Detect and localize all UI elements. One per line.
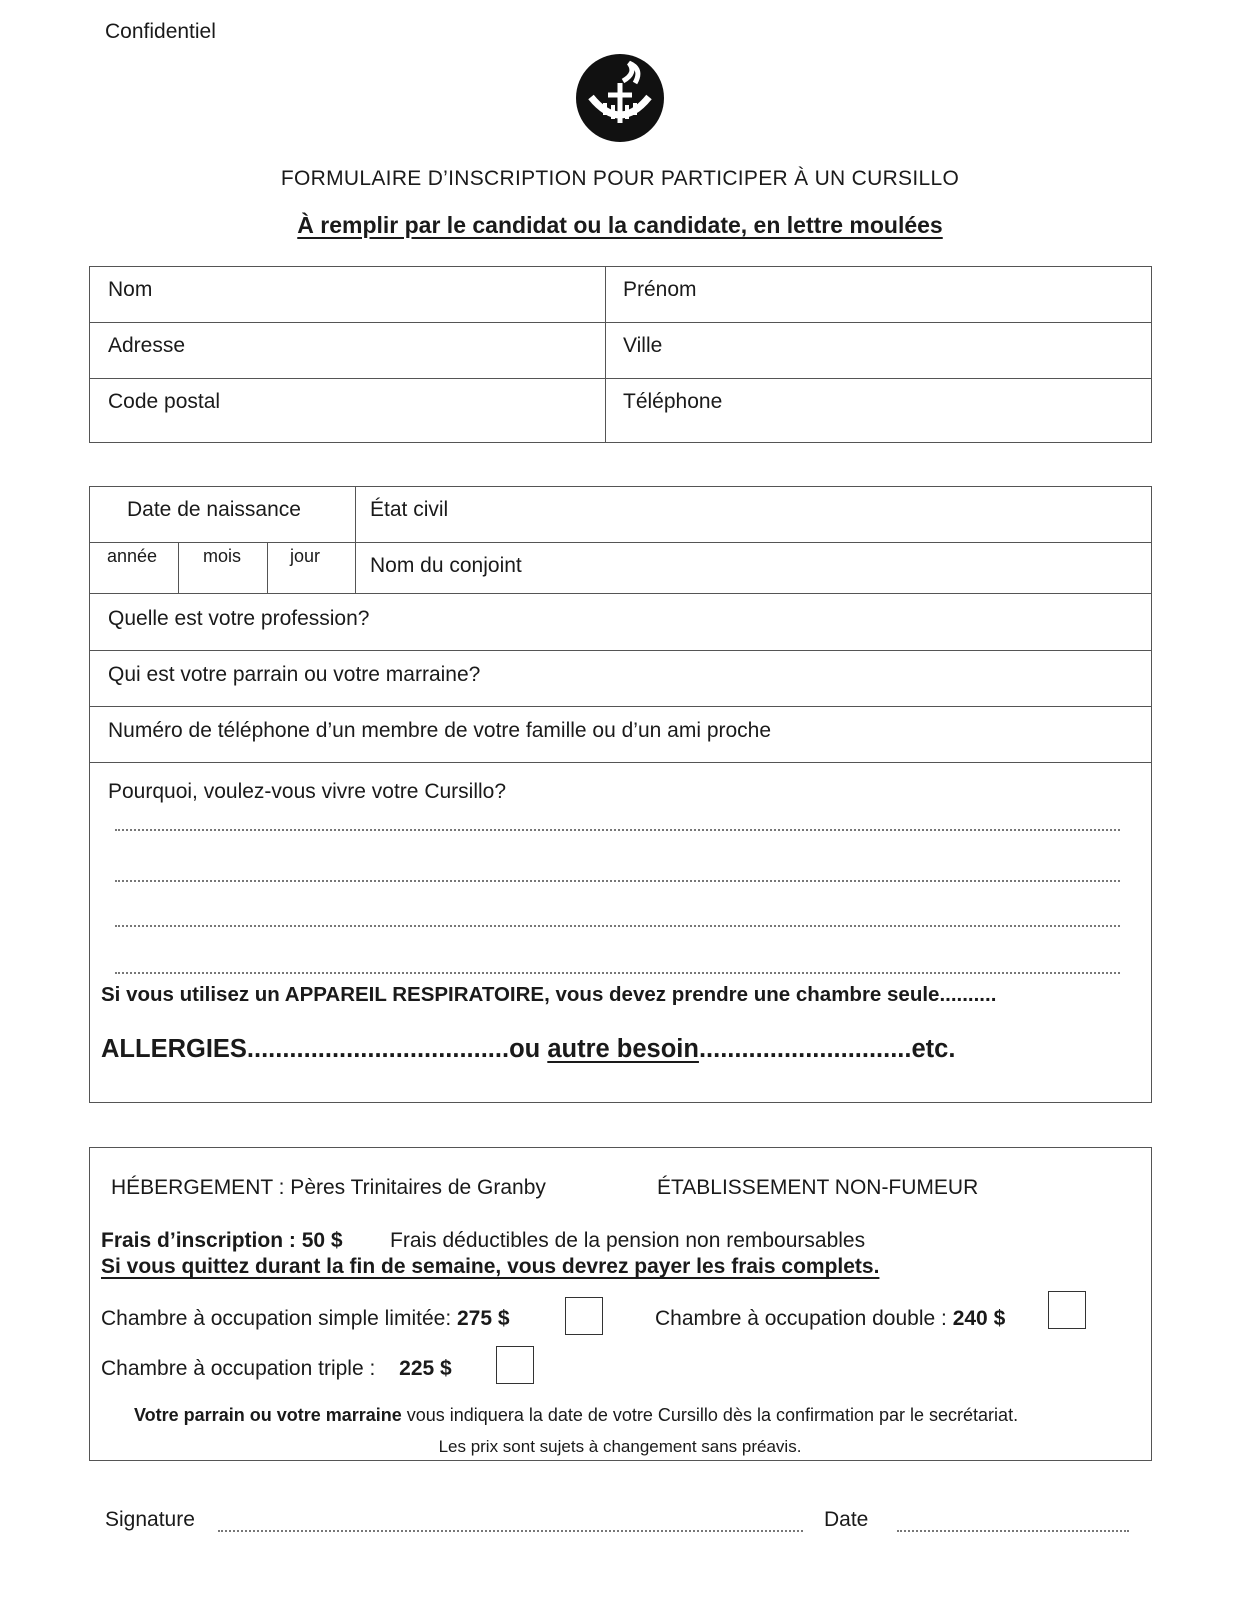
answer-line-4[interactable] [115, 972, 1120, 974]
etat-civil-field[interactable]: État civil [370, 498, 449, 521]
telephone-field[interactable]: Téléphone [623, 390, 723, 413]
parrain-field[interactable]: Qui est votre parrain ou votre marraine? [108, 663, 481, 686]
date-line[interactable] [897, 1530, 1129, 1532]
chambre-double-label: Chambre à occupation double : 240 $ [655, 1307, 1006, 1330]
nom-field[interactable]: Nom [108, 278, 153, 301]
confidential-label: Confidentiel [105, 20, 216, 43]
chambre-simple-label: Chambre à occupation simple limitée: 275 $ [101, 1307, 510, 1330]
tel-famille-field[interactable]: Numéro de téléphone d’un membre de votre famille ou d’un ami proche [108, 719, 772, 742]
frais-inscription-label: Frais d’inscription : 50 $ [101, 1229, 343, 1252]
hebergement-label: HÉBERGEMENT : Pères Trinitaires de Granby [111, 1176, 546, 1199]
date-label: Date [824, 1508, 869, 1531]
frais-note: Frais déductibles de la pension non remboursables [390, 1229, 866, 1252]
jour-field[interactable]: jour [290, 546, 321, 566]
signature-label: Signature [105, 1508, 195, 1531]
quitter-notice: Si vous quittez durant la fin de semaine, vous devrez payer les frais complets. [101, 1255, 880, 1278]
chambre-simple-checkbox[interactable] [565, 1297, 603, 1335]
answer-line-1[interactable] [115, 829, 1120, 831]
parrain-notice: Votre parrain ou votre marraine vous indiquera la date de votre Cursillo dès la confirmation par le secrétariat. [134, 1405, 1019, 1425]
date-naissance-label: Date de naissance [127, 498, 301, 521]
signature-line[interactable] [218, 1530, 803, 1532]
code-postal-field[interactable]: Code postal [108, 390, 221, 413]
allergies-line[interactable]: ALLERGIES.....................................ou autre besoin..............................etc. [101, 1035, 956, 1063]
adresse-field[interactable]: Adresse [108, 334, 186, 357]
cursillo-logo-icon [575, 53, 665, 143]
form-title: FORMULAIRE D’INSCRIPTION POUR PARTICIPER À UN CURSILLO [280, 167, 960, 190]
prenom-field[interactable]: Prénom [623, 278, 697, 301]
pourquoi-field[interactable]: Pourquoi, voulez-vous vivre votre Cursillo? [108, 780, 507, 803]
non-fumeur-label: ÉTABLISSEMENT NON-FUMEUR [657, 1176, 979, 1199]
chambre-triple-checkbox[interactable] [496, 1346, 534, 1384]
appareil-respiratoire-notice: Si vous utilisez un APPAREIL RESPIRATOIRE, vous devez prendre une chambre seule.......... [101, 983, 997, 1006]
mois-field[interactable]: mois [203, 546, 242, 566]
profession-field[interactable]: Quelle est votre profession? [108, 607, 370, 630]
chambre-double-checkbox[interactable] [1048, 1291, 1086, 1329]
form-subtitle: À remplir par le candidat ou la candidate, en lettre moulées [297, 212, 943, 238]
annee-field[interactable]: année [107, 546, 158, 566]
ville-field[interactable]: Ville [623, 334, 663, 357]
chambre-triple-label: Chambre à occupation triple : 225 $ [101, 1357, 452, 1380]
answer-line-3[interactable] [115, 925, 1120, 927]
identity-table [89, 266, 1152, 443]
nom-conjoint-field[interactable]: Nom du conjoint [370, 554, 522, 577]
answer-line-2[interactable] [115, 880, 1120, 882]
prix-notice: Les prix sont sujets à changement sans préavis. [438, 1437, 802, 1456]
